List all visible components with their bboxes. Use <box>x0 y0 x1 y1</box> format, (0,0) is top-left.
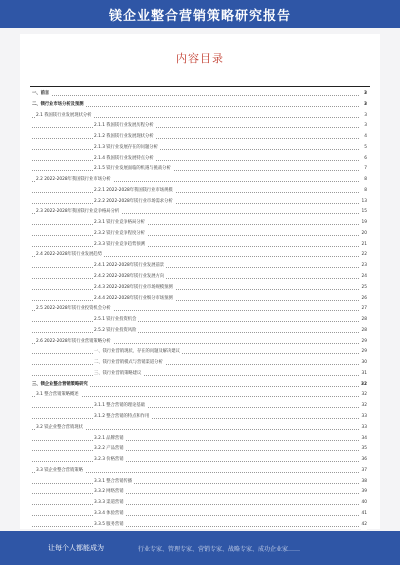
toc-entry-text: 2.1.1 我国镁行业发展历程分析 <box>94 123 154 129</box>
toc-entry[interactable] <box>32 261 367 272</box>
toc-entry-page: 32 <box>361 390 367 401</box>
toc-entry[interactable] <box>32 186 367 197</box>
toc-entry[interactable] <box>32 401 367 412</box>
toc-entry[interactable] <box>32 100 367 111</box>
toc-entry-page: 33 <box>361 412 367 423</box>
toc-entry-text: 三、镁企业整合营销策略研究 <box>32 381 88 387</box>
toc-entry-text: 2.4 2022-2028年镁行业发展趋势 <box>36 252 102 258</box>
toc-leader-dots <box>32 138 359 139</box>
toc-entry[interactable] <box>32 111 367 122</box>
toc-entry-text: 2.1.4 我国镁行业发展特点分析 <box>94 155 154 161</box>
toc-leader-dots <box>32 192 359 193</box>
toc-entry[interactable] <box>32 466 367 477</box>
toc-entry-page: 35 <box>361 444 367 455</box>
toc-entry-text: 2.3 2022-2028年我国镁行业竞争格局分析 <box>36 209 120 215</box>
toc-entry[interactable] <box>32 132 367 143</box>
toc-leader-dots <box>32 375 359 376</box>
toc-entry[interactable] <box>32 455 367 466</box>
toc-entry-page: 36 <box>361 455 367 466</box>
toc-entry-page: 3 <box>363 111 367 122</box>
toc-entry-text: 2.1.5 镁行业发展面临的机遇与挑战分析 <box>94 166 171 172</box>
toc-leader-dots <box>32 160 359 161</box>
toc-entry-text: 2.4.1 2022-2028年镁行业发展前景 <box>94 263 165 269</box>
toc-entry-text: 2.2.1 2022-2028年我国镁行业市场规模 <box>94 187 173 193</box>
toc-entry-text: 2.3.2 镁行业竞争程度分析 <box>94 230 145 236</box>
toc-entry-text: 3.1 整合营销策略概述 <box>36 392 79 398</box>
toc-entry-text: 2.5.2 镁行业投资风险 <box>94 327 137 333</box>
toc-entry[interactable] <box>32 337 367 348</box>
toc-entry[interactable] <box>32 294 367 305</box>
toc-entry[interactable] <box>32 412 367 423</box>
toc-entry[interactable] <box>32 444 367 455</box>
toc-entry-page: 15 <box>361 207 367 218</box>
toc-entry[interactable] <box>32 154 367 165</box>
toc-entry-text: 一、前言 <box>32 91 50 96</box>
toc-entry-page: 28 <box>361 326 367 337</box>
toc-entry-page: 23 <box>361 261 367 272</box>
toc-entry-text: 3.3.5 服务营销 <box>94 521 124 527</box>
toc-entry[interactable] <box>32 218 367 229</box>
toc-entry-page: 40 <box>361 498 367 509</box>
toc-entry-page: 42 <box>361 520 367 531</box>
toc-leader-dots <box>32 235 359 236</box>
toc-entry-page: 20 <box>361 229 367 240</box>
toc-entry[interactable] <box>32 164 367 175</box>
toc-entry-page: 32 <box>360 380 367 391</box>
toc-leader-dots <box>32 504 359 505</box>
toc-entry-page: 37 <box>361 466 367 477</box>
toc-entry-page: 6 <box>363 154 367 165</box>
toc-leader-dots <box>32 332 359 333</box>
toc-entry-page: 29 <box>361 337 367 348</box>
footer-slogan: 让每个人都能成为 <box>48 544 104 552</box>
toc-entry-text: 2.4.3 2022-2028年镁行业市场规模预测 <box>94 284 173 290</box>
document-page <box>20 34 380 529</box>
toc-leader-dots <box>32 224 359 225</box>
toc-entry[interactable] <box>32 477 367 488</box>
toc-entry[interactable] <box>32 272 367 283</box>
toc-entry-page: 3 <box>363 89 367 100</box>
toc-entry-text: 2.2.2 2022-2028年镁行业市场需求分析 <box>94 198 173 204</box>
toc-entry-page: 4 <box>363 132 367 143</box>
toc-entry[interactable] <box>32 240 367 251</box>
toc-entry-text: 二、镁行业市场分析及预测 <box>32 101 84 107</box>
toc-entry-page: 8 <box>363 175 367 186</box>
toc-entry-text: 3.1.2 整合营销的特点和作用 <box>94 413 150 419</box>
toc-entry[interactable] <box>32 250 367 261</box>
toc-leader-dots <box>32 493 359 494</box>
toc-leader-dots <box>32 353 359 354</box>
toc-entry[interactable] <box>32 509 367 520</box>
toc-entry-text: 3.2.2 产品营销 <box>94 446 124 452</box>
toc-entry-page: 41 <box>361 509 367 520</box>
toc-entry[interactable] <box>32 487 367 498</box>
toc-leader-dots <box>32 300 359 301</box>
toc-entry[interactable] <box>32 520 367 531</box>
toc-entry[interactable] <box>32 143 367 154</box>
toc-entry-text: 3.3 镁企业整合营销策略 <box>36 467 83 473</box>
toc-entry-page: 29 <box>361 347 367 358</box>
toc-leader-dots <box>32 321 359 322</box>
toc-entry-page: 5 <box>363 143 367 154</box>
toc-leader-dots <box>32 515 359 516</box>
toc-entry-page: 3 <box>363 100 367 111</box>
toc-entry-page: 24 <box>361 272 367 283</box>
toc-entry-page: 39 <box>361 487 367 498</box>
toc-entry-page: 8 <box>363 186 367 197</box>
toc-entry-page: 34 <box>361 434 367 445</box>
toc-entry[interactable] <box>32 358 367 369</box>
toc-leader-dots <box>32 450 359 451</box>
toc-entry-page: 13 <box>361 197 367 208</box>
toc-entry[interactable] <box>32 197 367 208</box>
toc-entry-text: 2.6 2022-2028年镁行业营销策略分析 <box>36 338 111 344</box>
toc-entry-page: 7 <box>363 164 367 175</box>
toc-entry[interactable] <box>32 326 367 337</box>
toc-entry-text: 3.1.1 整合营销的理论基础 <box>94 403 145 409</box>
toc-leader-dots <box>32 95 359 96</box>
toc-entry-text: 3.2 镁企业整合营销现状 <box>36 424 83 430</box>
toc-leader-dots <box>32 418 359 419</box>
toc-entry-page: 19 <box>361 218 367 229</box>
toc-leader-dots <box>32 246 359 247</box>
report-header <box>0 0 400 28</box>
toc-entry-text: 2.5.1 镁行业投资机会 <box>94 317 137 323</box>
toc-leader-dots <box>32 267 359 268</box>
toc-entry[interactable] <box>32 121 367 132</box>
toc-entry-text: 2.5 2022-2028年镁行业投资机会分析 <box>36 306 111 312</box>
toc-entry-text: 3.3.2 网络营销 <box>94 489 124 495</box>
toc-leader-dots <box>32 127 359 128</box>
toc-leader-dots <box>32 364 359 365</box>
toc-entry-text: 2.3.1 镁行业竞争格局分析 <box>94 220 145 226</box>
toc-entry[interactable] <box>32 315 367 326</box>
toc-leader-dots <box>32 526 359 527</box>
toc-entry-text: 2.1 我国镁行业发展现状分析 <box>36 112 92 118</box>
toc-entry-page: 3 <box>363 121 367 132</box>
toc-leader-dots <box>32 278 359 279</box>
toc-entry-page: 28 <box>361 315 367 326</box>
toc-entry[interactable] <box>32 175 367 186</box>
report-title: 镁企业整合营销策略研究报告 <box>108 8 291 24</box>
toc-entry-text: 三、镁行业营销策略建议 <box>94 370 142 376</box>
toc-entry[interactable] <box>32 380 367 391</box>
toc-entry-text: 3.2.1 品牌营销 <box>94 435 124 441</box>
toc-entry[interactable] <box>32 347 367 358</box>
toc-entry[interactable] <box>32 434 367 445</box>
toc-leader-dots <box>32 149 359 150</box>
toc-entry-text: 3.3.1 整合营销传播 <box>94 478 133 484</box>
toc-entry-page: 27 <box>361 304 367 315</box>
toc-entry-text: 2.1.2 我国镁行业发展现状分析 <box>94 134 154 140</box>
toc-divider <box>30 86 370 87</box>
toc-entry[interactable] <box>32 498 367 509</box>
toc-entry-text: 3.3.4 体验营销 <box>94 510 124 516</box>
toc-entry[interactable] <box>32 390 367 401</box>
toc-entry[interactable] <box>32 229 367 240</box>
toc-entry-text: 2.4.2 2022-2028年镁行业发展方向 <box>94 274 165 280</box>
toc-leader-dots <box>32 407 359 408</box>
toc-entry-text: 二、镁行业营销模式与营销渠道分析 <box>94 360 163 366</box>
report-footer <box>0 531 400 565</box>
toc-entry-page: 31 <box>361 369 367 380</box>
toc-leader-dots <box>32 289 359 290</box>
toc-entry[interactable] <box>32 89 367 100</box>
toc-entry[interactable] <box>32 207 367 218</box>
toc-entry-page: 22 <box>361 250 367 261</box>
toc-entry-page: 38 <box>361 477 367 488</box>
toc-entry-page: 32 <box>361 401 367 412</box>
toc-leader-dots <box>32 396 359 397</box>
toc-entry-text: 2.3.3 镁行业竞争趋势预测 <box>94 241 145 247</box>
toc-leader-dots <box>32 170 359 171</box>
toc-entry[interactable] <box>32 283 367 294</box>
toc-entry-page: 25 <box>361 283 367 294</box>
toc-entry-text: 2.4.4 2022-2028年镁行业细分市场预测 <box>94 295 173 301</box>
toc-entry[interactable] <box>32 369 367 380</box>
toc-entry[interactable] <box>32 423 367 434</box>
toc-entry-text: 2.2 2022-2028年我国镁行业市场分析 <box>36 177 111 183</box>
toc-entry-page: 33 <box>361 423 367 434</box>
toc-leader-dots <box>32 203 359 204</box>
toc-leader-dots <box>32 483 359 484</box>
toc-entry-text: 一、镁行业营销现状、存在的问题及解决建议 <box>94 349 180 355</box>
toc-entry-page: 26 <box>361 294 367 305</box>
toc-entry-text: 2.1.3 镁行业发展存在的问题分析 <box>94 144 158 150</box>
toc-leader-dots <box>32 461 359 462</box>
toc-entry-text: 3.2.3 价格营销 <box>94 457 124 463</box>
toc-list <box>32 89 367 530</box>
toc-entry-page: 30 <box>361 358 367 369</box>
toc-leader-dots <box>32 440 359 441</box>
toc-entry-text: 3.3.3 渠道营销 <box>94 500 124 506</box>
footer-subtitle: 行业专家、管理专家、营销专家、战略专家、成功企业家…… <box>138 545 301 553</box>
toc-title: 内容目录 <box>176 52 224 65</box>
toc-entry[interactable] <box>32 304 367 315</box>
toc-entry-page: 21 <box>361 240 367 251</box>
